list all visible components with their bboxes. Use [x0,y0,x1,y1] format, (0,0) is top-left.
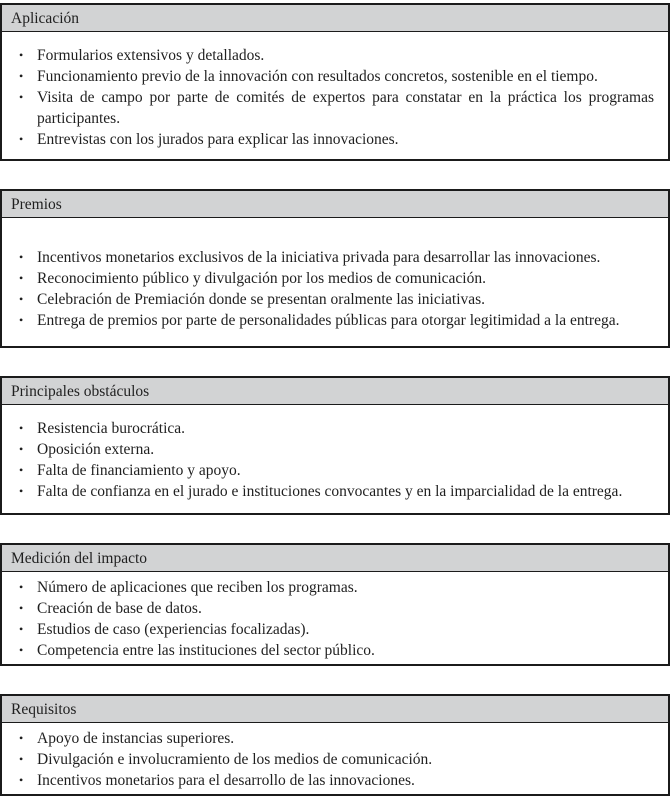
bullet-icon: • [19,463,24,477]
section-aplicacion [0,3,670,161]
list-item-text: Competencia entre las instituciones del sector público. [37,642,375,659]
section-title: Premios [11,196,62,213]
list-item [16,619,654,640]
bullet-icon: • [19,773,24,787]
bullet-icon: • [19,442,24,456]
list-item-text: Falta de confianza en el jurado e instituciones convocantes y en la imparcialidad de la entrega. [37,483,623,500]
list-item [16,268,654,289]
list-item-text: Entrega de premios por parte de personalidades públicas para otorgar legitimidad a la entrega. [37,312,620,329]
bullet-icon: • [19,271,24,285]
section-header [2,696,668,723]
bullet-icon: • [19,48,24,62]
bullet-icon: • [19,132,24,146]
bullet-icon: • [19,69,24,83]
list-item [16,749,654,770]
bullet-icon: • [19,292,24,306]
list-item-text: Reconocimiento público y divulgación por los medios de comunicación. [37,270,486,287]
bullet-icon: • [19,622,24,636]
list-item-text: Oposición externa. [37,441,155,458]
section-requisitos [0,694,670,796]
bullet-icon: • [19,601,24,615]
section-title: Principales obstáculos [11,383,150,400]
section-body [2,32,668,159]
list-item [16,598,654,619]
list-item-text: Estudios de caso (experiencias focalizadas). [37,621,310,638]
section-principales-obstaculos [0,376,670,515]
bullet-icon: • [19,250,24,264]
list-item [16,129,654,150]
list-item-text: Incentivos monetarios exclusivos de la iniciativa privada para desarrollar las innovaciones. [37,249,601,266]
section-header [2,378,668,405]
list-item [16,247,654,268]
list-item-text: Entrevistas con los jurados para explicar las innovaciones. [37,131,399,148]
bullet-icon: • [19,90,24,104]
list-item [16,66,654,87]
list-item-text: Celebración de Premiación donde se presentan oralmente las iniciativas. [37,291,486,308]
section-title: Aplicación [11,10,80,27]
section-body [2,723,668,794]
section-header [2,545,668,572]
list-item [16,481,654,502]
bullet-icon: • [19,643,24,657]
section-body [2,218,668,346]
list-item [16,310,654,331]
bullet-icon: • [19,484,24,498]
section-medicion-del-impacto [0,543,670,666]
list-item-text: Funcionamiento previo de la innovación con resultados concretos, sostenible en el tiempo. [37,68,598,85]
section-header [2,191,668,218]
list-item-text: Creación de base de datos. [37,600,202,617]
list-item [16,770,654,791]
list-item-text: Falta de financiamiento y apoyo. [37,462,241,479]
section-header [2,5,668,32]
list-item-text: Apoyo de instancias superiores. [37,730,235,747]
list-item [16,87,654,129]
list-item [16,577,654,598]
list-item [16,640,654,661]
list-item-text: Formularios extensivos y detallados. [37,47,265,64]
bullet-icon: • [19,752,24,766]
bullet-icon: • [19,313,24,327]
bullet-icon: • [19,421,24,435]
section-premios [0,189,670,348]
list-item [16,439,654,460]
list-item-text: Número de aplicaciones que reciben los programas. [37,579,358,596]
bullet-icon: • [19,580,24,594]
section-body [2,405,668,513]
list-item-text: Visita de campo por parte de comités de expertos para constatar en la práctica los programas participantes. [37,89,654,127]
list-item [16,728,654,749]
list-item-text: Divulgación e involucramiento de los medios de comunicación. [37,751,433,768]
list-item [16,460,654,481]
list-item-text: Incentivos monetarios para el desarrollo de las innovaciones. [37,772,415,789]
section-title: Medición del impacto [11,550,148,567]
bullet-icon: • [19,731,24,745]
list-item [16,45,654,66]
list-item [16,418,654,439]
section-title: Requisitos [11,701,77,718]
list-item [16,289,654,310]
list-item-text: Resistencia burocrática. [37,420,186,437]
section-body [2,572,668,664]
